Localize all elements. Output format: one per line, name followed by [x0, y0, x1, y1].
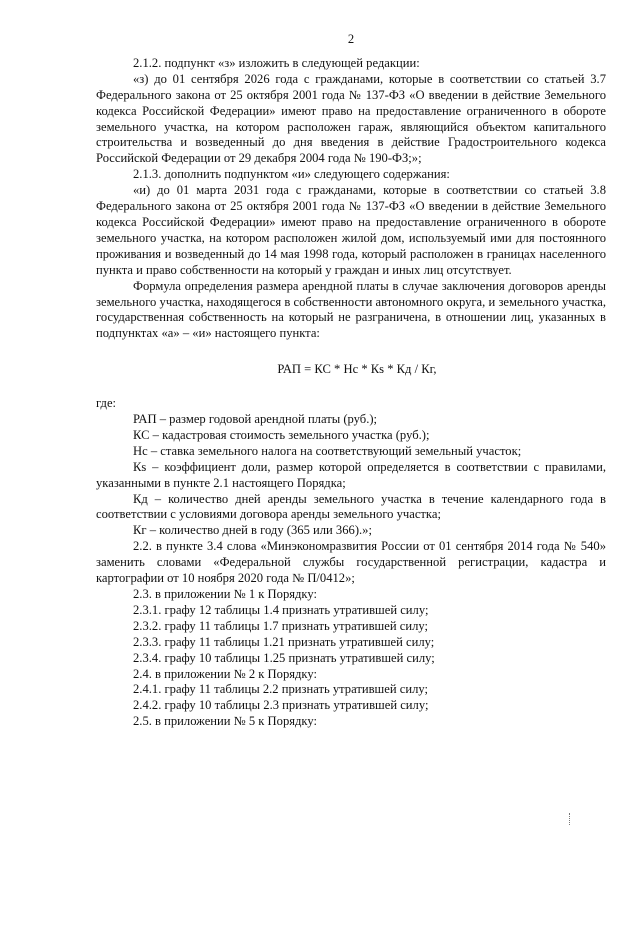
paragraph-formula-intro: Формула определения размера арендной платы в случае заключения договоров аренды земельного участка, находящегося в собственности автономного округа, и земельного участка, государственная собственность на который не разграничена, в отношении лиц, указанных в подпунктах «а» – «и» настоящего пункта:: [96, 278, 606, 341]
amendment-2-2: 2.2. в пункте 3.4 слова «Минэкономразвития России от 01 сентября 2014 года № 540» заменить словами «Федеральной службы государственной регистрации, кадастра и картографии от 10 ноября 2020 года № П/0412»;: [96, 539, 606, 586]
definition-ns: Нс – ставка земельного налога на соответствующий земельный участок;: [133, 443, 522, 458]
amendment-2-4: 2.4. в приложении № 2 к Порядку:: [133, 666, 318, 681]
definition-kg: Кг – количество дней в году (365 или 366).»;: [133, 523, 372, 538]
scan-margin-mark: [569, 813, 571, 825]
amendment-2-3-1: 2.3.1. графу 12 таблицы 1.4 признать утратившей силу;: [133, 602, 429, 617]
document-page: [0, 32, 640, 937]
paragraph-2-1-3: 2.1.3. дополнить подпунктом «и» следующего содержания:: [133, 167, 450, 182]
amendment-2-3-3: 2.3.3. графу 11 таблицы 1.21 признать утратившей силу;: [133, 634, 435, 649]
amendment-2-5: 2.5. в приложении № 5 к Порядку:: [133, 714, 318, 729]
definition-kd: Кд – количество дней аренды земельного участка в течение календарного года в соответствии с условиями договора аренды земельного участка;: [96, 491, 606, 522]
definition-ks: КС – кадастровая стоимость земельного участка (руб.);: [133, 427, 430, 442]
amendment-2-4-1: 2.4.1. графу 11 таблицы 2.2 признать утратившей силу;: [133, 682, 428, 697]
amendment-2-3: 2.3. в приложении № 1 к Порядку:: [133, 587, 318, 601]
where-label: где:: [96, 396, 117, 411]
definition-ks-coefficient: Кs – коэффициент доли, размер которой определяется в соответствии с правилами, указанными в пункте 2.1 настоящего Порядка;: [96, 459, 606, 490]
amendment-2-3-2: 2.3.2. графу 11 таблицы 1.7 признать утратившей силу;: [133, 618, 428, 633]
amendment-2-4-2: 2.4.2. графу 10 таблицы 2.3 признать утратившей силу;: [133, 698, 429, 713]
paragraph-2-1-2: 2.1.2. подпункт «з» изложить в следующей редакции:: [133, 55, 420, 70]
paragraph-subitem-i: «и) до 01 марта 2031 года с гражданами, которые в соответствии со статьей 3.8 Федерального закона от 25 октября 2001 года № 137-ФЗ «О введении в действие Земельного кодекса Российской Федерации» имеют право на предоставление ограниченного в обороте земельного участка, на котором расположен жилой дом, используемый ими для постоянного проживания и возведенный до 14 мая 1998 года, который расположен в границах населенного пункта и право собственности на который у граждан и иных лиц отсутствует.: [96, 183, 606, 277]
amendment-2-3-4: 2.3.4. графу 10 таблицы 1.25 признать утратившей силу;: [133, 650, 435, 665]
page-number: 2: [347, 32, 355, 46]
definition-rap: РАП – размер годовой арендной платы (руб.);: [133, 412, 378, 427]
paragraph-subitem-z: «з) до 01 сентября 2026 года с гражданами, которые в соответствии со статьей 3.7 Федерального закона от 25 октября 2001 года № 137-ФЗ «О введении в действие Земельного кодекса Российской Федерации» имеют право на предоставление ограниченного в обороте земельного участка, на котором расположен гараж, являющийся объектом капитального строительства и возведенный до дня введения в действие Градостроительного кодекса Российской Федерации от 29 декабря 2004 года № 190-ФЗ;»;: [96, 71, 606, 166]
rent-formula: РАП = КС * Нс * Кs * Кд / Кг,: [277, 362, 437, 377]
